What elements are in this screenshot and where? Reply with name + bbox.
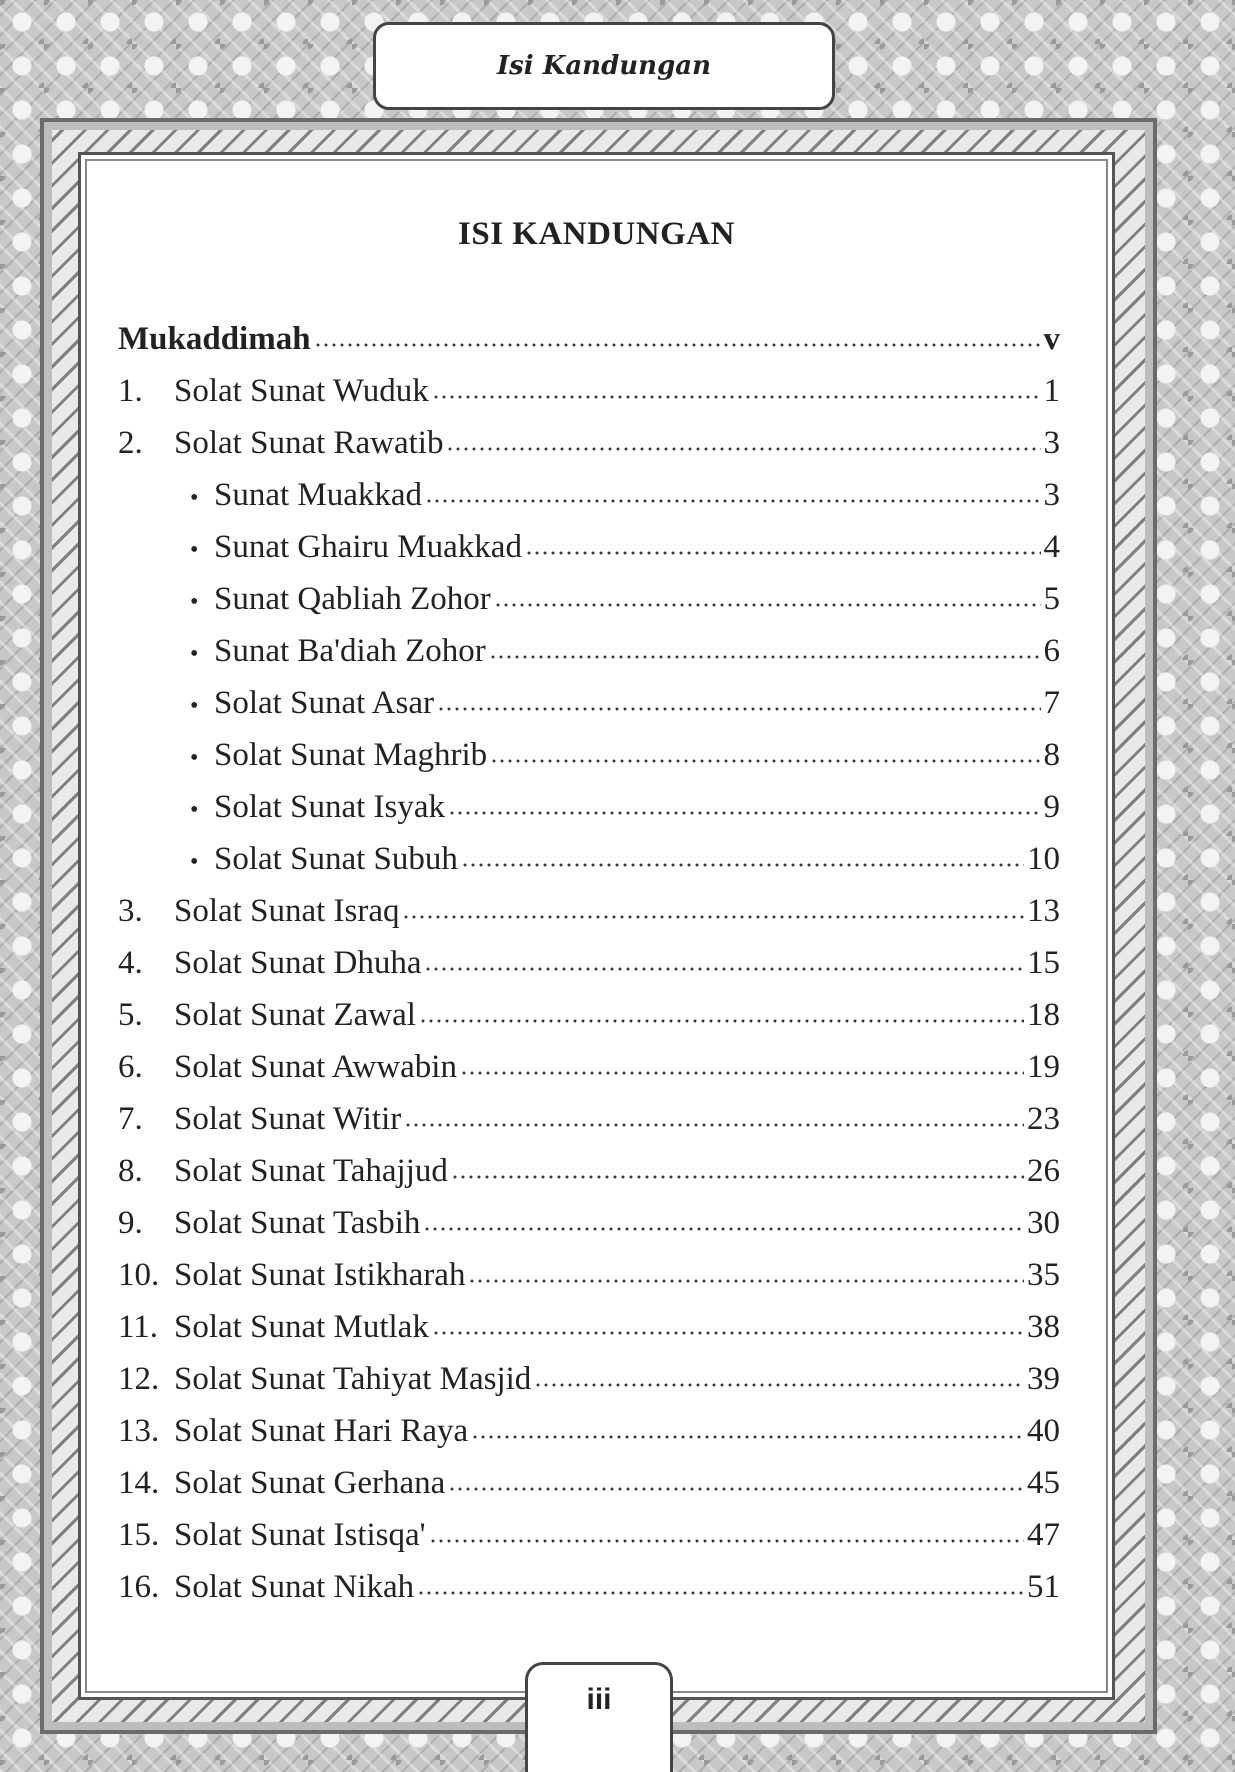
toc-entry-title: Solat Sunat Istisqa' bbox=[174, 1517, 426, 1553]
toc-entry bbox=[118, 1457, 1060, 1509]
toc-entry-number: 13. bbox=[118, 1413, 160, 1449]
toc-entry bbox=[118, 989, 1060, 1041]
dot-leader bbox=[432, 1329, 1024, 1337]
footer-tab bbox=[525, 1662, 673, 1772]
toc-entry-number: 5. bbox=[118, 997, 143, 1033]
toc-entry-title: Solat Sunat Maghrib bbox=[214, 737, 488, 773]
toc-entry-number: 15. bbox=[118, 1517, 160, 1553]
header-tab bbox=[373, 22, 835, 110]
toc-entry-title: Solat Sunat Nikah bbox=[174, 1569, 415, 1605]
toc-entry bbox=[118, 1145, 1060, 1197]
toc-entry bbox=[118, 1353, 1060, 1405]
toc-entry-title: Solat Sunat Israq bbox=[174, 893, 400, 929]
toc-entry bbox=[118, 1405, 1060, 1457]
toc-entry-title: Solat Sunat Gerhana bbox=[174, 1465, 446, 1501]
toc-entry-title: Solat Sunat Hari Raya bbox=[174, 1413, 469, 1449]
toc-entry-title: Solat Sunat Tahiyat Masjid bbox=[174, 1361, 532, 1397]
toc-entry bbox=[118, 781, 1060, 833]
toc-entry bbox=[118, 1509, 1060, 1561]
toc-entry-number: 12. bbox=[118, 1361, 160, 1397]
dot-leader bbox=[534, 1381, 1024, 1389]
dot-leader bbox=[460, 1069, 1024, 1077]
toc-entry bbox=[118, 625, 1060, 677]
toc-entry-title: Sunat Ghairu Muakkad bbox=[214, 529, 522, 565]
page-title: ISI KANDUNGAN bbox=[458, 216, 735, 252]
toc-entry-page: 15 bbox=[1027, 945, 1060, 981]
toc-entry-title: Sunat Qabliah Zohor bbox=[214, 581, 491, 617]
dot-leader bbox=[468, 1277, 1024, 1285]
toc-entry bbox=[118, 365, 1060, 417]
toc-entry-page: 13 bbox=[1027, 893, 1060, 929]
toc-entry-page: 38 bbox=[1027, 1309, 1060, 1345]
toc-entry-number: 4. bbox=[118, 945, 143, 981]
toc-entry-title: Solat Sunat Mutlak bbox=[174, 1309, 429, 1345]
toc-entry-number: 6. bbox=[118, 1049, 143, 1085]
toc-entry-page: 8 bbox=[1043, 737, 1060, 773]
dot-leader bbox=[451, 1173, 1024, 1181]
dot-leader bbox=[490, 757, 1040, 765]
page-number: iii bbox=[586, 1683, 612, 1716]
toc-entry-page: 39 bbox=[1027, 1361, 1060, 1397]
toc-entry-page: 26 bbox=[1027, 1153, 1060, 1189]
toc-entry-page: 40 bbox=[1027, 1413, 1060, 1449]
dot-leader bbox=[429, 1537, 1024, 1545]
toc-entry-title: Solat Sunat Asar bbox=[214, 685, 434, 721]
dot-leader bbox=[423, 1225, 1024, 1233]
toc-entry-page: v bbox=[1043, 321, 1060, 357]
toc-entry-title: Solat Sunat Dhuha bbox=[174, 945, 422, 981]
toc-entry-page: 30 bbox=[1027, 1205, 1060, 1241]
toc-entry bbox=[118, 677, 1060, 729]
toc-entry-number: 3. bbox=[118, 893, 143, 929]
toc-entry bbox=[118, 573, 1060, 625]
toc-entry-page: 7 bbox=[1043, 685, 1060, 721]
toc-entry-title: Solat Sunat Isyak bbox=[214, 789, 445, 825]
header-label: Isi Kandungan bbox=[497, 51, 711, 81]
toc-entry-title: Solat Sunat Zawal bbox=[174, 997, 416, 1033]
table-of-contents bbox=[118, 313, 1060, 1613]
toc-entry bbox=[118, 885, 1060, 937]
toc-entry-page: 45 bbox=[1027, 1465, 1060, 1501]
toc-entry-number: 1. bbox=[118, 373, 143, 409]
toc-entry-page: 6 bbox=[1043, 633, 1060, 669]
toc-entry-number: 16. bbox=[118, 1569, 160, 1605]
toc-entry-page: 9 bbox=[1043, 789, 1060, 825]
dot-leader bbox=[461, 861, 1024, 869]
toc-entry-page: 19 bbox=[1027, 1049, 1060, 1085]
toc-entry bbox=[118, 833, 1060, 885]
dot-leader bbox=[448, 809, 1041, 817]
toc-entry-page: 3 bbox=[1043, 477, 1060, 513]
toc-entry-page: 23 bbox=[1027, 1101, 1060, 1137]
toc-entry bbox=[118, 1197, 1060, 1249]
toc-entry-title: Sunat Ba'diah Zohor bbox=[214, 633, 486, 669]
toc-entry bbox=[118, 469, 1060, 521]
toc-entry-number: 14. bbox=[118, 1465, 160, 1501]
toc-entry bbox=[118, 313, 1060, 365]
toc-entry bbox=[118, 937, 1060, 989]
dot-leader bbox=[314, 341, 1041, 349]
toc-entry-page: 10 bbox=[1027, 841, 1060, 877]
dot-leader bbox=[525, 549, 1041, 557]
toc-entry bbox=[118, 729, 1060, 781]
dot-leader bbox=[494, 601, 1041, 609]
dot-leader bbox=[471, 1433, 1024, 1441]
dot-leader bbox=[446, 445, 1040, 453]
toc-entry bbox=[118, 1561, 1060, 1613]
toc-entry-page: 35 bbox=[1027, 1257, 1060, 1293]
toc-entry-page: 3 bbox=[1043, 425, 1060, 461]
toc-entry bbox=[118, 417, 1060, 469]
dot-leader bbox=[432, 393, 1041, 401]
toc-entry-page: 47 bbox=[1027, 1517, 1060, 1553]
dot-leader bbox=[417, 1589, 1024, 1597]
toc-entry-number: 11. bbox=[118, 1309, 159, 1345]
bullet-icon: • bbox=[190, 485, 199, 511]
toc-entry-title: Solat Sunat Rawatib bbox=[174, 425, 444, 461]
dot-leader bbox=[489, 653, 1041, 661]
toc-entry-title: Mukaddimah bbox=[118, 321, 311, 357]
toc-entry-page: 18 bbox=[1027, 997, 1060, 1033]
bullet-icon: • bbox=[190, 589, 199, 615]
toc-entry-number: 7. bbox=[118, 1101, 143, 1137]
bullet-icon: • bbox=[190, 849, 199, 875]
toc-entry-number: 2. bbox=[118, 425, 143, 461]
toc-entry bbox=[118, 1041, 1060, 1093]
toc-entry-page: 51 bbox=[1027, 1569, 1060, 1605]
toc-entry-page: 5 bbox=[1043, 581, 1060, 617]
toc-entry-title: Solat Sunat Istikharah bbox=[174, 1257, 466, 1293]
dot-leader bbox=[419, 1017, 1024, 1025]
bullet-icon: • bbox=[190, 745, 199, 771]
bullet-icon: • bbox=[190, 641, 199, 667]
dot-leader bbox=[424, 965, 1024, 973]
toc-entry-title: Solat Sunat Subuh bbox=[214, 841, 458, 877]
toc-entry bbox=[118, 1093, 1060, 1145]
toc-entry-number: 9. bbox=[118, 1205, 143, 1241]
toc-entry bbox=[118, 521, 1060, 573]
dot-leader bbox=[437, 705, 1041, 713]
bullet-icon: • bbox=[190, 537, 199, 563]
toc-entry bbox=[118, 1301, 1060, 1353]
toc-entry-page: 4 bbox=[1043, 529, 1060, 565]
toc-entry-title: Solat Sunat Wuduk bbox=[174, 373, 429, 409]
toc-entry-number: 8. bbox=[118, 1153, 143, 1189]
toc-entry-title: Solat Sunat Tahajjud bbox=[174, 1153, 448, 1189]
toc-entry-title: Solat Sunat Awwabin bbox=[174, 1049, 457, 1085]
toc-entry bbox=[118, 1249, 1060, 1301]
dot-leader bbox=[448, 1485, 1024, 1493]
dot-leader bbox=[402, 913, 1024, 921]
toc-entry-page: 1 bbox=[1043, 373, 1060, 409]
dot-leader bbox=[425, 497, 1040, 505]
toc-entry-title: Solat Sunat Tasbih bbox=[174, 1205, 421, 1241]
dot-leader bbox=[404, 1121, 1024, 1129]
toc-entry-title: Solat Sunat Witir bbox=[174, 1101, 402, 1137]
toc-entry-number: 10. bbox=[118, 1257, 160, 1293]
toc-entry-title: Sunat Muakkad bbox=[214, 477, 423, 513]
bullet-icon: • bbox=[190, 693, 199, 719]
bullet-icon: • bbox=[190, 797, 199, 823]
